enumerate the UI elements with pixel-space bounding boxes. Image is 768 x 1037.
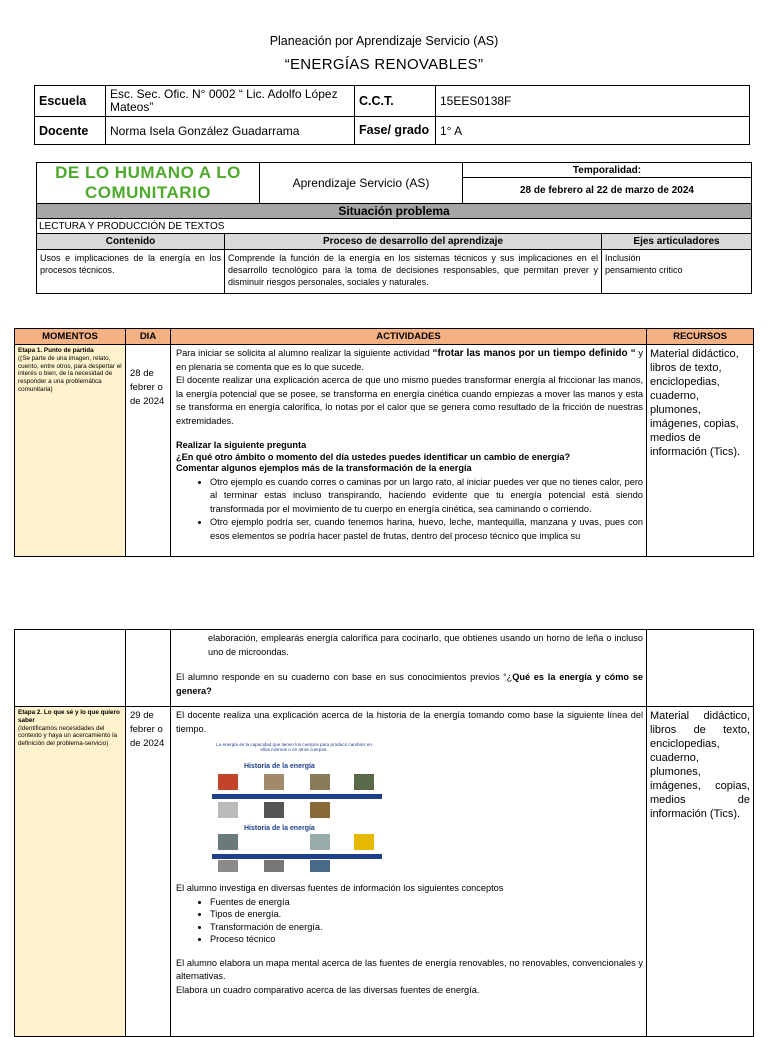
recursos1: Material didáctico, libros de texto, enciclopedias, cuaderno, plumones, imágenes, copias, medios de información (Tics).: [647, 345, 754, 557]
mill-image: [354, 774, 374, 790]
act1-respuesta: El alumno responde en su cuaderno con base en sus conocimientos previos “¿Qué es la energía y cómo se genera?: [176, 672, 643, 696]
actividades1: [171, 345, 647, 557]
docente-value: Norma Isela González Guadarrama: [106, 117, 355, 145]
act1-question: ¿En qué otro ámbito o momento del día ustedes puedes identificar un cambio de energía?: [176, 451, 571, 462]
list-item: • Otro ejemplo es cuando corres o caminas por un largo rato, al iniciar puedes ver que no tienes calor, pero al terminar estas incluso transpirando, haciendo evidente que tu energía potencial está siendo transformada por el movimiento de tu cuerpo en energía cinética, sea caminando o corriendo.: [210, 476, 643, 517]
situacion-value: LECTURA Y PRODUCCIÓN DE TEXTOS: [37, 219, 752, 234]
recursos2: Material didáctico, libros de texto, enciclopedias, cuaderno, plumones, imágenes, copias, medios de información (Tics).: [647, 707, 754, 1037]
act2-investiga: El alumno investiga en diversas fuentes de información los siguientes conceptos: [176, 883, 504, 893]
ejes-header: Ejes articuladores: [602, 234, 752, 250]
recursos-header: RECURSOS: [647, 329, 754, 345]
timeline-bar-2: [212, 854, 382, 859]
etapa2-desc: (Identificamos necesidades del contexto y haya un acercamiento la definición del problema-servicio): [18, 724, 118, 748]
contenido-table: [36, 233, 752, 294]
cct-value: 15EES0138F: [436, 86, 750, 117]
eje-pensamiento: pensamiento critico: [605, 265, 683, 275]
list-item: • Fuentes de energía: [210, 896, 643, 909]
fuego-image: [218, 802, 238, 818]
act1-intro: Para iniciar se solicita al alumno realizar la siguiente actividad “frotar las manos por un tiempo definido “ y en plenaria se comenta que es lo que sucede.: [176, 348, 643, 372]
contenido-header: Contenido: [37, 234, 225, 250]
act2-cuadro: Elabora un cuadro comparativo acerca de las diversas fuentes de energía.: [176, 984, 480, 995]
actividades2: [171, 707, 647, 1037]
act2-list: [176, 896, 643, 946]
empty-etapa-cell: [15, 630, 126, 707]
dia2: 29 de febrer o de 2024: [126, 707, 171, 1037]
wheel-image: [310, 774, 330, 790]
rueda-image: [264, 802, 284, 818]
act1-ejemplos: Comentar algunos ejemplos más de la transformación de la energía: [176, 463, 472, 473]
temporalidad-value: 28 de febrero al 22 de marzo de 2024: [463, 178, 752, 204]
motor-image: [218, 860, 238, 872]
temporalidad-label: Temporalidad:: [463, 163, 752, 178]
etapa2-cell: [15, 707, 126, 1037]
momentos-table-1: [14, 328, 754, 557]
act1-question-label: Realizar la siguiente pregunta: [176, 440, 307, 450]
steam-image: [218, 834, 238, 850]
plant-image: [310, 834, 330, 850]
act2-explicacion: El docente realiza una explicación acerca de la historia de la energía tomando como base la siguiente línea del tiempo.: [176, 710, 643, 734]
empty-dia-cell: [126, 630, 171, 707]
animals-image: [264, 774, 284, 790]
escuela-value: Esc. Sec. Ofic. N° 0002 “ Lic. Adolfo López Mateos”: [106, 86, 355, 117]
page-title: Planeación por Aprendizaje Servicio (AS): [269, 34, 499, 48]
dia1: 28 de febrer o de 2024: [126, 345, 171, 557]
ambito-table: [36, 162, 752, 234]
eje-inclusion: Inclusión: [605, 253, 641, 263]
campo-formativo: DE LO HUMANO A LO COMUNITARIO: [37, 163, 260, 204]
proceso-value: Comprende la función de la energía en los sistemas técnicos y sus implicaciones en el desarrollo tecnológico para la toma de decisiones responsables, que permitan prever y disminuir riesgos personales, sociales y naturales.: [225, 250, 602, 294]
etapa1-title: Etapa 1. Punto de partida: [18, 347, 94, 354]
fire-image: [218, 774, 238, 790]
sunflower-image: [354, 834, 374, 850]
hist-caption: La energía es la capacidad que tienen los cuerpos para producir cambios en ellos mismos o en otros cuerpos.: [216, 742, 372, 753]
act1-list: [176, 476, 643, 544]
etapa2-title: Etapa 2. Lo que sé y lo que quiero saber: [18, 709, 120, 724]
school-info-table: [34, 85, 750, 145]
actividades-header: ACTIVIDADES: [171, 329, 647, 345]
ejes-value: [602, 250, 752, 294]
act2-mapa-mental: El alumno elabora un mapa mental acerca de las fuentes de energía renovables, no renovables, convencionales y alternativas.: [176, 957, 643, 981]
hist-title-2: Historia de la energía: [244, 825, 315, 832]
fase-label: Fase/ grado: [355, 117, 436, 145]
etapa1-cell: [15, 345, 126, 557]
proceso-header: Proceso de desarrollo del aprendizaje: [225, 234, 602, 250]
list-item: • Tipos de energía.: [210, 908, 643, 921]
empty-recursos-cell: [647, 630, 754, 707]
docente-label: Docente: [35, 117, 106, 145]
historia-energia-image: [204, 742, 402, 874]
metodologia: Aprendizaje Servicio (AS): [260, 163, 463, 204]
actividades1-cont: [171, 630, 647, 707]
hist-title-1: Historia de la energía: [244, 763, 315, 770]
cct-label: C.C.T.: [355, 86, 436, 117]
act1-explicacion: El docente realizar una explicación acerca de que uno mismo puedes transformar energía al friccionar las manos, la energía potencial que se posee, se transforma en energía cinética cuando empiezas a mover las manos y esta se transforma en energía calorífica, lo notas por el calor que se genera como resultado de la fricción de nuestras extremidades.: [176, 375, 643, 426]
project-title: “ENERGÍAS RENOVABLES”: [284, 56, 484, 73]
momentos-header: MOMENTOS: [15, 329, 126, 345]
list-item: • Proceso técnico: [210, 933, 643, 946]
turbine-image: [310, 860, 330, 872]
contenido-value: Usos e implicaciones de la energía en los procesos técnicos.: [37, 250, 225, 294]
escuela-label: Escuela: [35, 86, 106, 117]
list-item: • Otro ejemplo podría ser, cuando tenemos harina, huevo, leche, mantequilla, manzana y uvas, pues con esos elementos se podría hacer pastel de frutas, dentro del proceso técnico que implica su: [210, 516, 643, 543]
dia-header: DIA: [126, 329, 171, 345]
fase-value: 1° A: [436, 117, 750, 145]
act1-cont: elaboración, emplearás energía calorífica para cocinarlo, que obtienes usando un horno de leña o incluso uno de microondas.: [208, 633, 643, 657]
etapa1-desc: ((Se parte de una imagen, relato, cuento, entre otros, para despertar el interés o bien, de la necesidad de responder a una problemática comunitaria): [18, 354, 122, 393]
ship-image: [310, 802, 330, 818]
momentos-table-2: [14, 629, 754, 1037]
list-item: • Transformación de energía.: [210, 921, 643, 934]
situacion-label: Situación problema: [37, 204, 752, 219]
timeline-bar-1: [212, 794, 382, 799]
car-image: [264, 860, 284, 872]
